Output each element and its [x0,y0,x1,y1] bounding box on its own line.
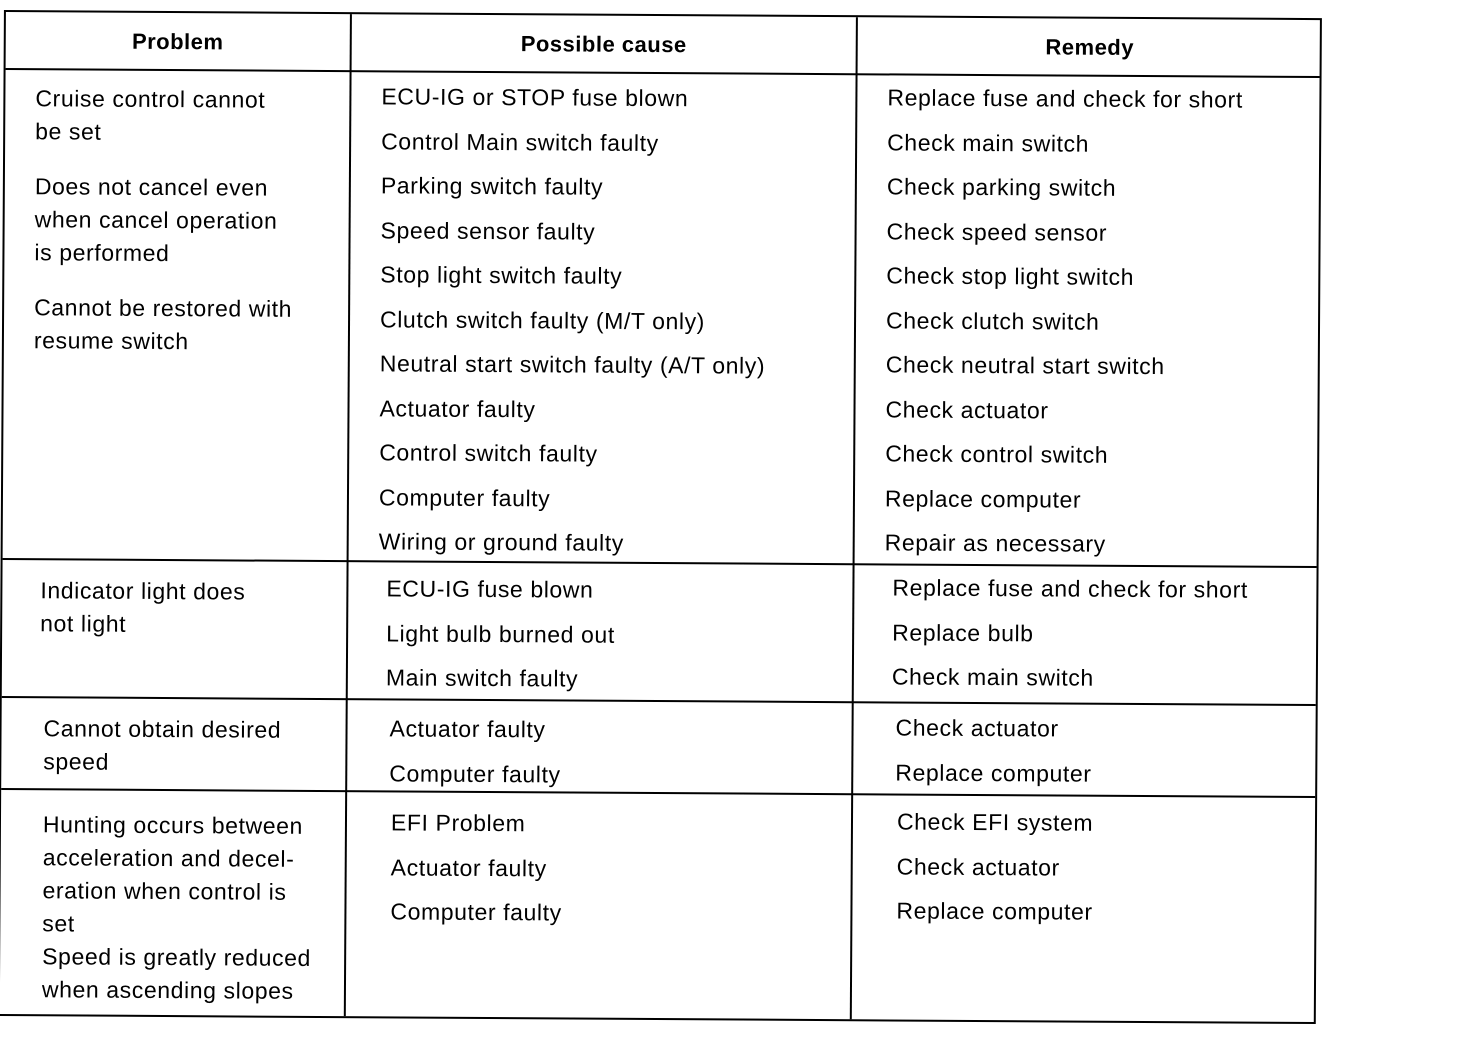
row-1-problem-cell [34,82,294,359]
problem-line: resume switch [33,327,189,355]
header-problem: Problem [131,28,224,55]
cause-item: Light bulb burned out [386,619,615,648]
cause-item: Wiring or ground faulty [378,528,624,556]
remedy-item: Replace fuse and check for short [887,84,1243,113]
cause-item: Actuator faulty [389,715,546,743]
remedy-item: Replace bulb [892,618,1034,646]
row-1-remedy-cell [885,75,1243,567]
problem-line: Cruise control cannot [35,85,266,113]
problem-line: Does not cancel even [34,173,269,201]
problem-line: when cancel operation [34,206,278,234]
remedy-item: Replace computer [896,897,1093,925]
problem-line: be set [35,118,102,145]
problem-line: is performed [34,239,170,267]
remedy-item: Check speed sensor [886,217,1108,246]
remedy-item: Replace computer [884,484,1082,513]
cause-item: Stop light switch faulty [380,261,623,289]
row-4-remedy-cell [896,799,1093,934]
row-4-problem-cell [42,808,312,1008]
remedy-item: Check actuator [895,714,1059,742]
header-remedy: Remedy [1045,34,1135,60]
cause-item: Computer faulty [378,483,551,511]
row-2-problem-cell [40,574,245,641]
cause-item: Neutral start switch faulty (A/T only) [379,350,766,379]
remedy-item: Check clutch switch [885,306,1100,335]
cause-item: Control Main switch faulty [381,127,659,156]
column-divider-1 [344,14,352,1016]
remedy-item: Check actuator [885,395,1049,423]
header-possible-cause: Possible cause [520,31,687,58]
cause-item: Parking switch faulty [380,172,604,200]
cause-item: Control switch faulty [379,439,598,467]
row-2-remedy-cell [892,565,1248,701]
cause-item: Clutch switch faulty (M/T only) [379,305,706,334]
problem-line: set [42,910,75,937]
problem-line: Hunting occurs between [42,811,304,839]
problem-line: Cannot be restored with [34,294,293,322]
remedy-item: Check stop light switch [886,262,1135,290]
remedy-item: Check parking switch [886,173,1117,201]
cause-item: EFI Problem [390,809,526,837]
problem-line: speed [43,748,110,775]
row-4-cause-cell [390,800,562,935]
problem-line: Speed is greatly reduced [42,943,312,971]
remedy-item: Check main switch [891,663,1094,691]
cause-item: Computer faulty [389,759,561,787]
remedy-item: Check main switch [887,128,1090,157]
cause-item: Main switch faulty [385,664,579,692]
remedy-item: Replace fuse and check for short [892,574,1248,603]
problem-line: when ascending slopes [41,976,294,1004]
remedy-item: Check control switch [885,440,1109,468]
remedy-item: Check EFI system [896,808,1094,836]
cause-item: Speed sensor faulty [380,216,596,245]
cause-item: Actuator faulty [379,394,536,422]
row-2-cause-cell [386,566,616,701]
troubleshooting-table [0,10,1322,1024]
row-1-cause-cell [379,74,767,566]
cause-item: Computer faulty [390,898,562,926]
problem-line: not light [40,610,127,637]
row-3-cause-cell [389,706,561,796]
problem-line: Indicator light does [40,577,246,605]
cause-item: ECU-IG fuse blown [386,575,594,603]
remedy-item: Repair as necessary [884,529,1106,557]
row-3-problem-cell [43,712,281,779]
cause-item: Actuator faulty [390,853,547,881]
cause-item: ECU-IG or STOP fuse blown [381,83,689,112]
column-divider-2 [850,17,858,1019]
problem-line: eration when control is [42,877,287,905]
remedy-item: Replace computer [895,758,1092,787]
row-divider-3 [1,788,1315,798]
problem-line: Cannot obtain desired [43,715,282,743]
remedy-item: Check neutral start switch [885,351,1165,380]
remedy-item: Check actuator [896,852,1060,880]
row-3-remedy-cell [895,705,1092,795]
problem-line: acceleration and decel- [42,844,295,872]
